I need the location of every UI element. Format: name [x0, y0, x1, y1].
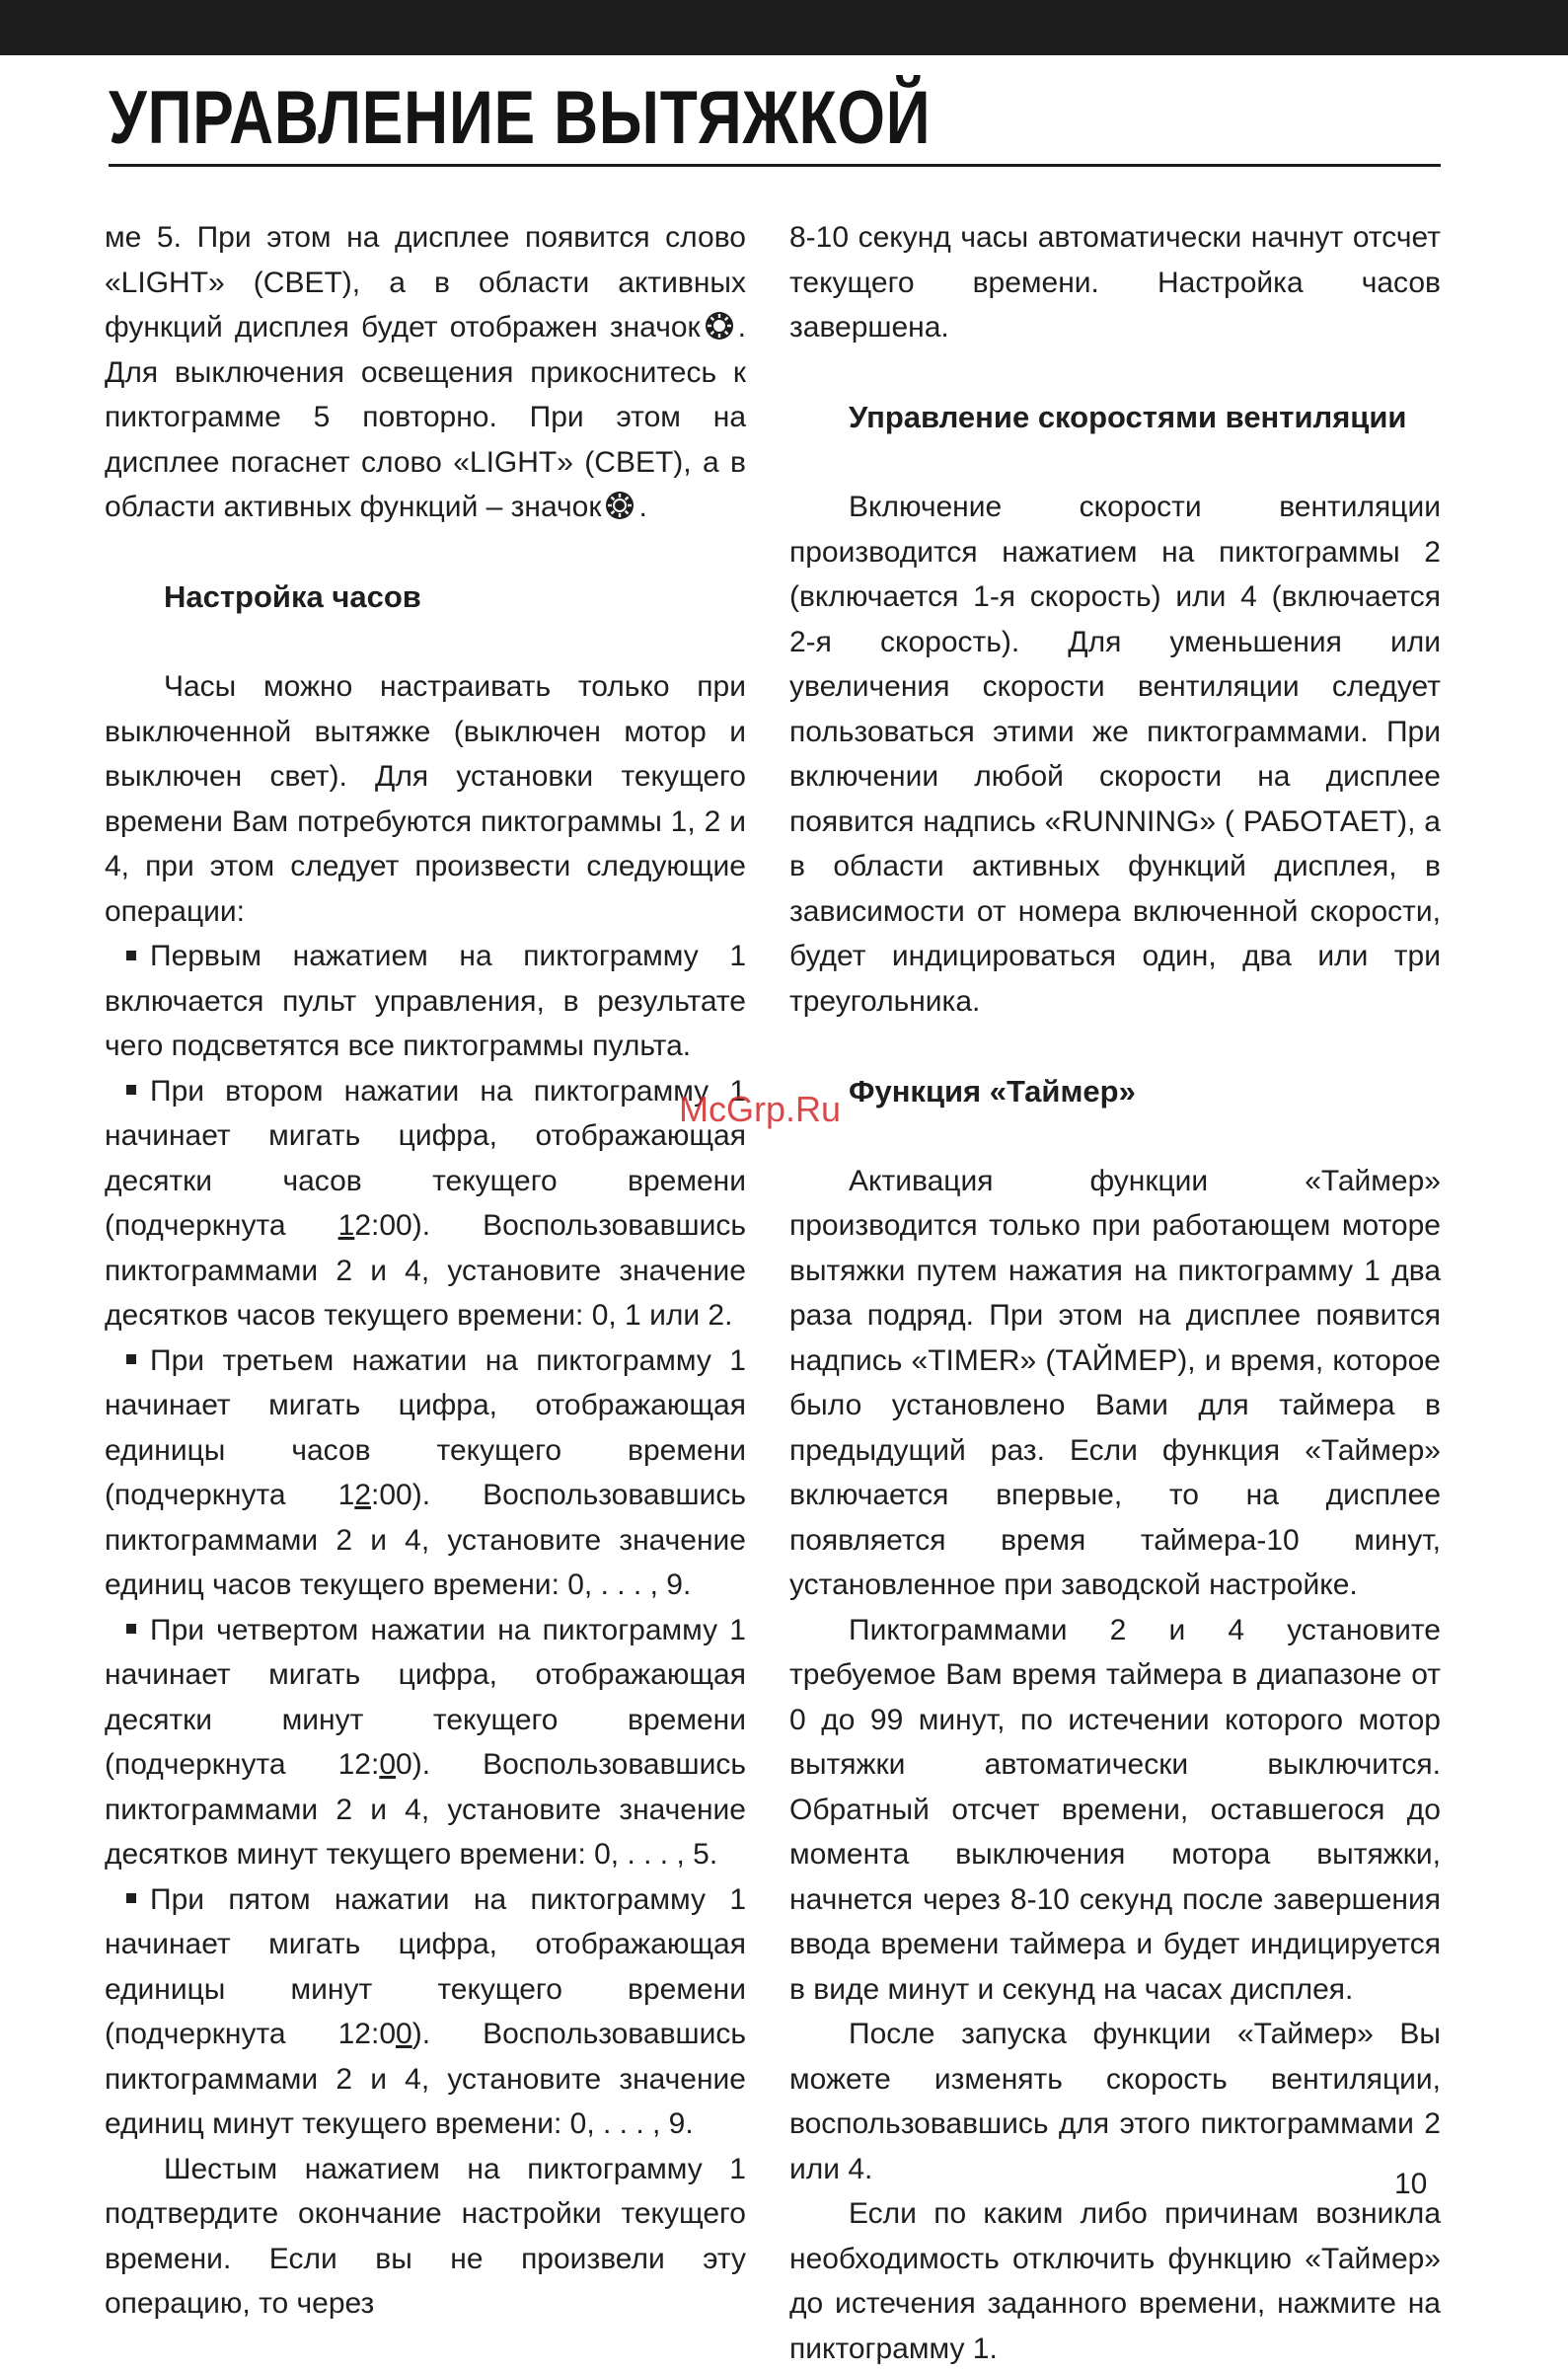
bullet-item-5: При пятом нажатии на пиктограмму 1 начинает мигать цифра, отображающая единицы минут текущего времени (подчеркнута 12:00). Воспользовавшись пиктограммами 2 и 4, установите значение единиц минут текущего времени: 0, . . . , 9. [105, 1882, 746, 2140]
page-title: УПРАВЛЕНИЕ ВЫТЯЖКОЙ [109, 76, 932, 160]
speed-paragraph: Включение скорости вентиляции производится нажатием на пиктограммы 2 (включается 1-я скорость) или 4 (включается 2-я скорость). Для уменьшения или увеличения скорости вентиляции следует пользоваться этими же пиктограммами. При включении любой скорости на дисплее появится надпись «RUNNING» ( РАБОТАЕТ), а в области активных функций дисплея, в зависимости от номера включенной скорости, будет индицироваться один, два или три треугольника. [789, 491, 1441, 1018]
speed-heading: Управление скоростями вентиляции [849, 400, 1407, 434]
spacer [789, 440, 1441, 486]
bullet-item-2: При втором нажатии на пиктограмму 1 начинает мигать цифра, отображающая десятки часов текущего времени (подчеркнута 12:00). Воспользовавшись пиктограммами 2 и 4, установите значение десятков часов текущего времени: 0, 1 или 2. [105, 1074, 746, 1332]
bullet-icon [126, 1085, 136, 1095]
light-text-3: . [638, 491, 647, 523]
clock-intro: Часы можно настраивать только при выключенной вытяжке (выключен мотор и выключен свет). Для установки текущего времени Вам потребуются пиктограммы 1, 2 и 4, при этом следует произвести следующие операции: [105, 670, 746, 928]
bullet-icon [126, 1893, 136, 1903]
timer-paragraph-1: Активация функции «Таймер» производится только при работающем моторе вытяжки путем нажатия на пиктограмму 1 два раза подряд. При этом на дисплее появится надпись «TIMER» (ТАЙМЕР), и время, которое было установлено Вами для таймера в предыдущий раз. Если функция «Таймер» включается впервые, то на дисплее появляется время таймера-10 минут, установленное при заводской настройке. [789, 1164, 1441, 1601]
right-column [789, 215, 1441, 2371]
clock-heading: Настройка часов [164, 579, 421, 614]
page-number: 10 [1394, 2168, 1428, 2200]
spacer [789, 1024, 1441, 1069]
clock-continuation: 8-10 секунд часы автоматически начнут отсчет текущего времени. Настройка часов завершена. [789, 221, 1441, 344]
spacer [105, 530, 746, 575]
top-bar [0, 0, 1568, 55]
timer-paragraph-3: После запуска функции «Таймер» Вы можете изменять скорость вентиляции, воспользовавшись для этого пиктограммами 2 или 4. [789, 2018, 1441, 2185]
timer-heading: Функция «Таймер» [849, 1073, 1136, 1109]
watermark: McGrp.Ru [679, 1089, 842, 1129]
timer-paragraph-2: Пиктограммами 2 и 4 установите требуемое Вам время таймера в диапазоне от 0 до 99 минут, по истечении которого мотор вытяжки автоматически выключится. Обратный отсчет времени, оставшегося до момента выключения мотора вытяжки, начнется через 8-10 секунд после завершения ввода времени таймера и будет индицируется в виде минут и секунд на часах дисплея. [789, 1613, 1441, 2006]
spacer [105, 620, 746, 665]
timer-paragraph-4: Если по каким либо причинам возникла необходимость отключить функцию «Таймер» до истечения заданного времени, нажмите на пиктограмму 1. [789, 2197, 1441, 2365]
light-text-2: . Для выключения освещения прикоснитесь к пиктограмме 5 повторно. При этом на дисплее погаснет слово «LIGHT» (СВЕТ), а в области активных функций – значок [105, 311, 746, 523]
spacer [789, 350, 1441, 396]
bullet-item-4: При четвертом нажатии на пиктограмму 1 начинает мигать цифра, отображающая десятки минут текущего времени (подчеркнута 12:00). Воспользовавшись пиктограммами 2 и 4, установите значение десятков минут текущего времени: 0, . . . , 5. [105, 1613, 746, 1871]
sixth-press-paragraph: Шестым нажатием на пиктограмму 1 подтвердите окончание настройки текущего времени. Если вы не произвели эту операцию, то через [105, 2152, 746, 2320]
left-column [105, 215, 746, 2327]
light-text-1: ме 5. При этом на дисплее появится слово «LIGHT» (СВЕТ), а в области активных функций дисплея будет отображен значок [105, 221, 746, 344]
bullet-icon [126, 1354, 136, 1364]
title-divider [109, 164, 1441, 167]
bullet-item-3: При третьем нажатии на пиктограмму 1 начинает мигать цифра, отображающая единицы часов текущего времени (подчеркнута 12:00). Воспользовавшись пиктограммами 2 и 4, установите значение единиц часов текущего времени: 0, . . . , 9. [105, 1343, 746, 1601]
bullet-icon [126, 951, 136, 960]
bullet-icon [126, 1624, 136, 1634]
light-off-icon [605, 491, 635, 520]
light-on-icon [705, 311, 734, 341]
bullet-item-1: Первым нажатием на пиктограмму 1 включается пульт управления, в результате чего подсветятся все пиктограммы пульта. [105, 940, 746, 1062]
spacer [789, 1113, 1441, 1159]
light-paragraph [105, 215, 746, 530]
